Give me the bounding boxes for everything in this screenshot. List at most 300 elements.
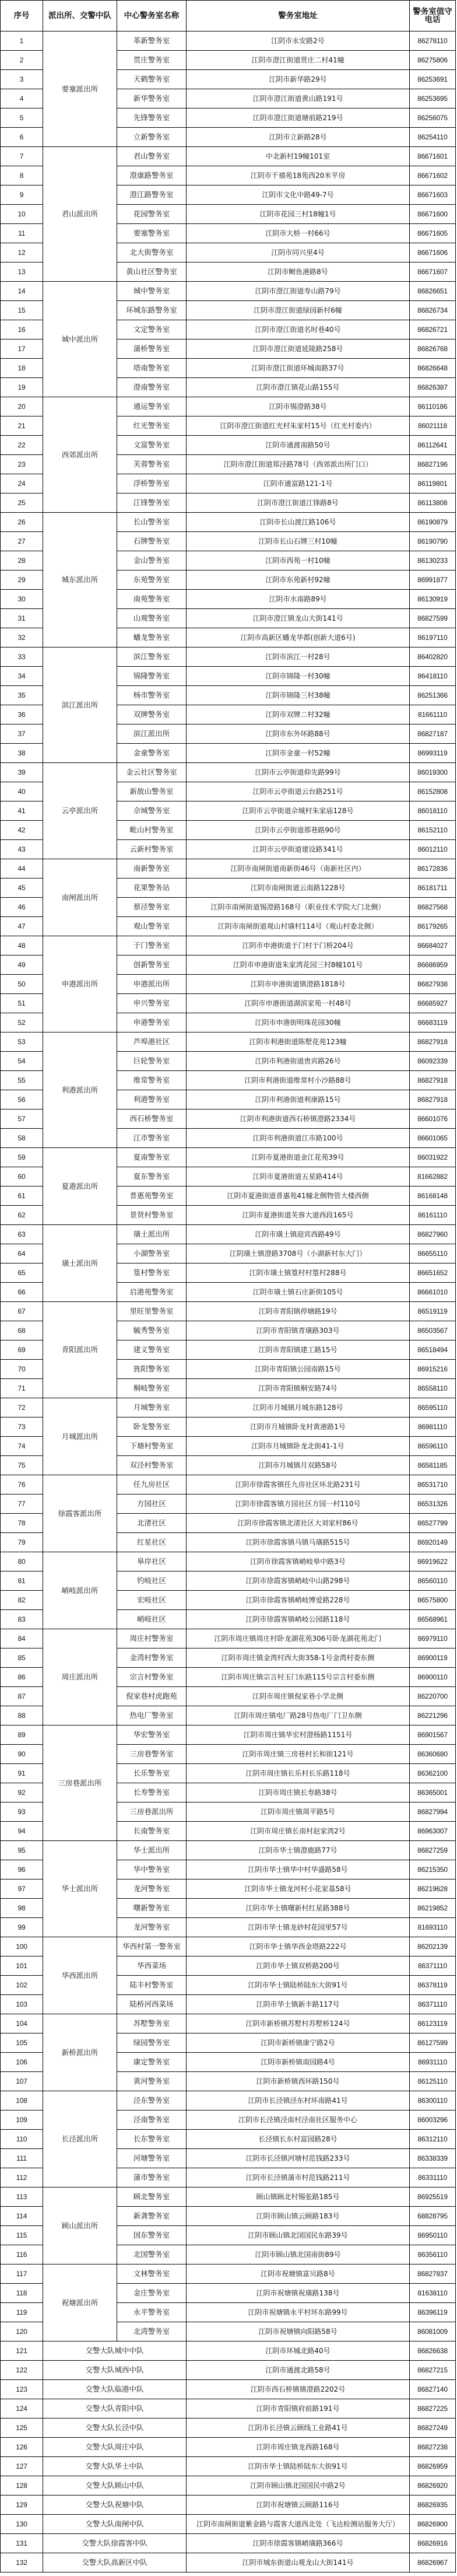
- office-phone: 86826920: [410, 2476, 456, 2496]
- office-address: 江阴市周庄镇宗言村玉门东路115号宗言村委东侧: [187, 1668, 410, 1687]
- station-name: 月城派出所: [43, 1398, 117, 1475]
- table-body: [1, 32, 456, 2572]
- office-name: 革新警务室: [117, 32, 187, 51]
- office-address: 江阴市月城镇卧龙北街41-1号: [187, 1437, 410, 1456]
- office-address: 江阴市环城北路40号: [187, 2342, 410, 2361]
- office-address: 江阴市云亭街道那巷路90号: [187, 821, 410, 840]
- office-phone: 86827215: [410, 2361, 456, 2380]
- row-number: 115: [1, 2226, 43, 2245]
- office-name: 花园警务室: [117, 205, 187, 224]
- row-number: 123: [1, 2380, 43, 2399]
- office-phone: 86110186: [410, 397, 456, 416]
- office-phone: 86595110: [410, 1398, 456, 1418]
- office-address: 江阴市长泾镇蒲市村范钱路211号: [187, 2168, 410, 2188]
- office-address: 江阴市锦隆一村30幢: [187, 667, 410, 686]
- row-number: 120: [1, 2322, 43, 2342]
- office-phone: 86021118: [410, 416, 456, 436]
- office-address: 江阴市华士镇双桥路200号: [187, 1957, 410, 1976]
- row-number: 61: [1, 1186, 43, 1206]
- row-number: 21: [1, 416, 43, 436]
- row-number: 126: [1, 2438, 43, 2457]
- row-number: 116: [1, 2245, 43, 2264]
- office-phone: 86685927: [410, 994, 456, 1013]
- row-number: 131: [1, 2534, 43, 2553]
- office-phone: 86900119: [410, 1648, 456, 1668]
- office-name: 文林警务室: [117, 2264, 187, 2284]
- office-address: 江阴市通富路121-1号: [187, 474, 410, 494]
- row-number: 8: [1, 166, 43, 186]
- station-name: 长泾派出所: [43, 2091, 117, 2188]
- office-name: 石牌警务室: [117, 532, 187, 551]
- office-name: 普惠苑警务室: [117, 1186, 187, 1206]
- office-name: 利港警务室: [117, 1090, 187, 1110]
- traffic-unit-name: 交警大队长泾中队: [43, 2418, 187, 2438]
- office-name: 澄康路警务室: [117, 166, 187, 186]
- office-phone: 86215350: [410, 1860, 456, 1880]
- office-phone: 86113808: [410, 494, 456, 513]
- traffic-unit-name: 交警大队城中中队: [43, 2342, 187, 2361]
- table-row-traffic: [1, 2457, 456, 2476]
- office-address: 江阴市璜土镇篁村村篁村288号: [187, 1264, 410, 1283]
- office-phone: 86331110: [410, 2168, 456, 2188]
- office-address: 江阴市锡澄路38号: [187, 397, 410, 416]
- office-address: 江阴市月城镇卧龙村黄港路1号: [187, 1418, 410, 1437]
- table-row: [1, 513, 456, 532]
- traffic-unit-name: 交警大队临港中队: [43, 2380, 187, 2399]
- office-name: 先锋警务室: [117, 108, 187, 128]
- station-name: 祝塘派出所: [43, 2264, 117, 2342]
- row-number: 107: [1, 2072, 43, 2091]
- office-name: 下塘村警务室: [117, 1437, 187, 1456]
- office-address: 江阴市澄江街道延陵路258号: [187, 340, 410, 359]
- office-phone: 86202139: [410, 1937, 456, 1957]
- office-phone: 86161110: [410, 1206, 456, 1225]
- office-address: 江阴市云亭街道建设路341号: [187, 840, 410, 859]
- office-name: 华西村第一警务室: [117, 1937, 187, 1957]
- row-number: 2: [1, 51, 43, 70]
- office-name: 申港派出所: [117, 975, 187, 994]
- table-row-traffic: [1, 2342, 456, 2361]
- office-name: 周庄村警务室: [117, 1629, 187, 1648]
- table-row-traffic: [1, 2553, 456, 2572]
- row-number: 47: [1, 917, 43, 936]
- office-address: 江阴市华士镇陆桥陆东大街91号: [187, 1976, 410, 1995]
- row-number: 121: [1, 2342, 43, 2361]
- station-name: 城东派出所: [43, 513, 117, 648]
- office-phone: 86130919: [410, 590, 456, 609]
- office-name: 河塘警务室: [117, 2149, 187, 2168]
- office-phone: 86671606: [410, 243, 456, 262]
- table-row: [1, 1475, 456, 1494]
- office-name: 长寿警务室: [117, 1783, 187, 1803]
- office-phone: 86190790: [410, 532, 456, 551]
- office-phone: 86827187: [410, 724, 456, 744]
- office-phone: 86826721: [410, 320, 456, 340]
- office-phone: 86901567: [410, 1726, 456, 1745]
- office-address: 江阴市云亭街道仰先路99号: [187, 763, 410, 782]
- table-row: [1, 282, 456, 301]
- row-number: 68: [1, 1321, 43, 1340]
- office-address: 江阴市千禧苑18苑西20米平房: [187, 166, 410, 186]
- table-row-traffic: [1, 2380, 456, 2399]
- station-name: 西郊派出所: [43, 397, 117, 513]
- row-number: 28: [1, 551, 43, 570]
- row-number: 93: [1, 1803, 43, 1822]
- row-number: 51: [1, 994, 43, 1013]
- office-phone: 86360680: [410, 1745, 456, 1764]
- row-number: 1: [1, 32, 43, 51]
- office-name: 卧龙警务室: [117, 1418, 187, 1437]
- station-name: 顾山派出所: [43, 2188, 117, 2264]
- office-name: 永平警务室: [117, 2303, 187, 2322]
- row-number: 54: [1, 1052, 43, 1071]
- office-address: 江阴市周庄镇长寿路38号: [187, 1783, 410, 1803]
- office-name: 申兴警务室: [117, 994, 187, 1013]
- office-phone: 86827918: [410, 1090, 456, 1110]
- office-address: 江阴市长山渡江路106号: [187, 513, 410, 532]
- row-number: 132: [1, 2553, 43, 2572]
- row-number: 19: [1, 378, 43, 397]
- office-address: 江阴市澄江街道江锋路8号: [187, 494, 410, 513]
- office-address: 江阴市周庄镇长南村赵家湾2号: [187, 1822, 410, 1841]
- office-phone: 86671607: [410, 262, 456, 282]
- row-number: 20: [1, 397, 43, 416]
- row-number: 16: [1, 320, 43, 340]
- office-address: 江阴市长泾镇泾南村泾南社区服务中心: [187, 2110, 410, 2130]
- office-address: 江阴市徐霞客镇马镇马璜路515号: [187, 1533, 410, 1552]
- office-name: 顾北警务室: [117, 2188, 187, 2207]
- traffic-unit-name: 交警大队华士中队: [43, 2457, 187, 2476]
- office-name: 黄河警务室: [117, 2072, 187, 2091]
- row-number: 36: [1, 705, 43, 724]
- office-phone: 86378119: [410, 1976, 456, 1995]
- traffic-unit-name: 交警大队周庄中队: [43, 2438, 187, 2457]
- row-number: 46: [1, 898, 43, 917]
- row-number: 38: [1, 744, 43, 763]
- office-address: 江阴市花园三村18幢1号: [187, 205, 410, 224]
- row-number: 128: [1, 2476, 43, 2496]
- office-address: 江阴市南闸街道紫金路与霞客大道西北处（飞达检测站服务大厅）: [187, 2515, 410, 2534]
- office-phone: 86827238: [410, 2438, 456, 2457]
- table-row-traffic: [1, 2418, 456, 2438]
- station-name: 要塞派出所: [43, 32, 117, 147]
- office-name: 要塞警务室: [117, 224, 187, 243]
- office-name: 城中警务室: [117, 282, 187, 301]
- office-name: 皋岸社区: [117, 1552, 187, 1572]
- office-address: 江阴市长山石牌三村10幢: [187, 532, 410, 551]
- office-address: 江阴市申港街道镇澄路1818号: [187, 975, 410, 994]
- table-row: [1, 397, 456, 416]
- office-address: 江阴市水南路89号: [187, 590, 410, 609]
- station-name: 徐霞客派出所: [43, 1475, 117, 1552]
- office-name: 江锋警务室: [117, 494, 187, 513]
- row-number: 112: [1, 2168, 43, 2188]
- station-name: 新桥派出所: [43, 2014, 117, 2091]
- office-name: 长南警务室: [117, 1822, 187, 1841]
- row-number: 22: [1, 436, 43, 455]
- row-number: 55: [1, 1071, 43, 1090]
- table-row: [1, 1937, 456, 1957]
- office-phone: 86531710: [410, 1475, 456, 1494]
- office-phone: 86130233: [410, 551, 456, 570]
- row-number: 82: [1, 1591, 43, 1610]
- office-name: 旌阳警务室: [117, 1360, 187, 1379]
- office-phone: 86683119: [410, 1013, 456, 1032]
- row-number: 52: [1, 1013, 43, 1032]
- row-number: 62: [1, 1206, 43, 1225]
- office-name: 南新警务室: [117, 859, 187, 878]
- row-number: 25: [1, 494, 43, 513]
- station-name: 南闸派出所: [43, 859, 117, 936]
- office-name: 建义警务室: [117, 1340, 187, 1360]
- office-name: 龙河警务室: [117, 1918, 187, 1937]
- row-number: 74: [1, 1437, 43, 1456]
- office-phone: 86827837: [410, 2264, 456, 2284]
- office-address: 江阴市周庄镇倪家巷小学北侧: [187, 1687, 410, 1706]
- office-phone: 86275806: [410, 51, 456, 70]
- office-phone: 86362100: [410, 1764, 456, 1783]
- office-phone: 86081009: [410, 2322, 456, 2342]
- office-phone: 86197110: [410, 628, 456, 648]
- header-address: 警务室地址: [187, 1, 410, 32]
- office-address: 江阴市顾山镇北国国民中路2号: [187, 2476, 410, 2496]
- office-phone: 86826638: [410, 2342, 456, 2361]
- office-address: 江阴市华士镇新丰路117号: [187, 1995, 410, 2014]
- office-address: 江阴市永安路2号: [187, 32, 410, 51]
- office-address: 江阴市西石桥镇镇澄路2202号: [187, 2380, 410, 2399]
- office-phone: 81662882: [410, 1167, 456, 1186]
- office-phone: 86826967: [410, 2553, 456, 2572]
- row-number: 63: [1, 1225, 43, 1244]
- office-address: 江阴市青阳镇停塘路19号: [187, 1302, 410, 1321]
- table-row: [1, 1225, 456, 1244]
- office-phone: 86575800: [410, 1591, 456, 1610]
- office-phone: 86220700: [410, 1687, 456, 1706]
- office-phone: 86123119: [410, 2014, 456, 2034]
- office-name: 红光警务室: [117, 416, 187, 436]
- office-address: 江阴市新华路29号: [187, 70, 410, 89]
- office-address: 江阴市璜土镇石庄新街105号: [187, 1283, 410, 1302]
- office-address: 江阴市夏港街道金江花苑39号: [187, 1148, 410, 1167]
- office-address: 江阴市夏港街道普惠苑41幢北侧物管大楼西侧: [187, 1186, 410, 1206]
- office-name: 维常警务室: [117, 1071, 187, 1090]
- office-address: 江阴市周庄镇三房巷村长和街121号: [187, 1745, 410, 1764]
- row-number: 43: [1, 840, 43, 859]
- office-phone: 86651652: [410, 1264, 456, 1283]
- row-number: 5: [1, 108, 43, 128]
- office-phone: 86827259: [410, 1841, 456, 1860]
- row-number: 102: [1, 1976, 43, 1995]
- office-address: 江阴市新桥镇康宁路2号: [187, 2034, 410, 2053]
- row-number: 12: [1, 243, 43, 262]
- station-name: 利港派出所: [43, 1032, 117, 1148]
- table-row: [1, 648, 456, 667]
- table-row: [1, 2014, 456, 2034]
- office-phone: 86190879: [410, 513, 456, 532]
- office-name: 南苑警务室: [117, 590, 187, 609]
- table-row: [1, 1032, 456, 1052]
- office-name: 启港苑警务室: [117, 1283, 187, 1302]
- office-phone: 86596110: [410, 1437, 456, 1456]
- office-address: 江阴市大桥一村66号: [187, 224, 410, 243]
- office-name: 金湾村警务室: [117, 1648, 187, 1668]
- row-number: 108: [1, 2091, 43, 2110]
- office-phone: 86172836: [410, 859, 456, 878]
- office-phone: 86338339: [410, 2149, 456, 2168]
- office-name: 新华警务室: [117, 89, 187, 108]
- office-phone: 86827918: [410, 1032, 456, 1052]
- office-name: 蒲桥警务室: [117, 340, 187, 359]
- office-address: 江阴市金童一村52幢: [187, 744, 410, 763]
- row-number: 84: [1, 1629, 43, 1648]
- row-number: 91: [1, 1764, 43, 1783]
- office-phone: 86221296: [410, 1706, 456, 1726]
- office-phone: 86979110: [410, 1629, 456, 1648]
- row-number: 10: [1, 205, 43, 224]
- station-name: 夏港派出所: [43, 1148, 117, 1225]
- row-number: 72: [1, 1398, 43, 1418]
- office-phone: 86371110: [410, 1995, 456, 2014]
- office-name: 宗言村警务室: [117, 1668, 187, 1687]
- office-name: 滨江警务室: [117, 648, 187, 667]
- office-phone: 86278110: [410, 32, 456, 51]
- row-number: 66: [1, 1283, 43, 1302]
- office-phone: 86251366: [410, 686, 456, 705]
- row-number: 85: [1, 1648, 43, 1668]
- row-number: 78: [1, 1514, 43, 1533]
- row-number: 118: [1, 2284, 43, 2303]
- office-name: 君山警务室: [117, 147, 187, 166]
- office-phone: 86253691: [410, 70, 456, 89]
- table-row-traffic: [1, 2534, 456, 2553]
- office-name: 观山警务室: [117, 917, 187, 936]
- header-phone: 警务室值守电话: [410, 1, 456, 32]
- row-number: 95: [1, 1841, 43, 1860]
- office-address: 江阴市祝塘镇向阳路58号: [187, 2322, 410, 2342]
- row-number: 18: [1, 359, 43, 378]
- office-address: 江阴市西苑一村10幢: [187, 551, 410, 570]
- office-address: 江阴市徐霞客镇峭岐博爱路228号: [187, 1591, 410, 1610]
- office-name: 苏墅警务室: [117, 2014, 187, 2034]
- office-address: 江阴市文化中路49-7号: [187, 186, 410, 205]
- table-row-traffic: [1, 2476, 456, 2496]
- office-address: 江阴市徐霞客镇任九房社区环北路231号: [187, 1475, 410, 1494]
- office-name: 佘城警务室: [117, 802, 187, 821]
- office-phone: 86671602: [410, 166, 456, 186]
- row-number: 27: [1, 532, 43, 551]
- station-name: 城中派出所: [43, 282, 117, 397]
- office-phone: 86560110: [410, 1572, 456, 1591]
- office-phone: 86671603: [410, 186, 456, 205]
- row-number: 57: [1, 1110, 43, 1129]
- office-name: 锦隆警务室: [117, 667, 187, 686]
- header-station: 派出所、交警中队: [43, 1, 117, 32]
- office-address: 江阴市利港街道江市路100号: [187, 1129, 410, 1148]
- traffic-unit-name: 交警大队高新区中队: [43, 2553, 187, 2572]
- office-name: 塔南警务室: [117, 359, 187, 378]
- office-phone: 86568961: [410, 1610, 456, 1629]
- office-phone: 86112641: [410, 436, 456, 455]
- row-number: 11: [1, 224, 43, 243]
- row-number: 127: [1, 2457, 43, 2476]
- office-phone: 86365001: [410, 1783, 456, 1803]
- row-number: 3: [1, 70, 43, 89]
- office-phone: 86827140: [410, 2380, 456, 2399]
- office-address: 江阴市祝塘镇永平村环东路99号: [187, 2303, 410, 2322]
- office-name: 江市警务室: [117, 1129, 187, 1148]
- office-phone: 86396119: [410, 2303, 456, 2322]
- office-name: 蒲市警务室: [117, 2168, 187, 2188]
- office-name: 天鹤警务室: [117, 70, 187, 89]
- office-name: 景贤村警务室: [117, 1206, 187, 1225]
- row-number: 110: [1, 2130, 43, 2149]
- office-name: 蟠龙警务室: [117, 628, 187, 648]
- office-phone: 86950110: [410, 2226, 456, 2245]
- office-address: 江阴市新桥镇南园路4号: [187, 2053, 410, 2072]
- office-address: 江阴市澄江街道黄山路191号: [187, 89, 410, 108]
- office-address: 江阴市通渡北路58号: [187, 2361, 410, 2380]
- office-phone: 86253695: [410, 89, 456, 108]
- office-phone: 86826734: [410, 301, 456, 320]
- office-name: 芙蓉警务室: [117, 455, 187, 474]
- office-address: 江阴市新桥镇西环路150号: [187, 2072, 410, 2091]
- office-phone: 86963007: [410, 1822, 456, 1841]
- office-address: 江阴市城东街道山观龙山大街141号: [187, 2553, 410, 2572]
- row-number: 77: [1, 1494, 43, 1514]
- office-address: 江阴市立新路28号: [187, 128, 410, 147]
- office-name: 毗山村警务室: [117, 821, 187, 840]
- row-number: 129: [1, 2496, 43, 2515]
- office-address: 江阴市澄江街道塘前路219号: [187, 108, 410, 128]
- office-phone: 86179265: [410, 917, 456, 936]
- office-address: 江阴市澄江街道绿园新村6幢: [187, 301, 410, 320]
- office-name: 华宏警务室: [117, 1726, 187, 1745]
- office-address: 江阴市同兴里4号: [187, 243, 410, 262]
- office-phone: 86920149: [410, 1533, 456, 1552]
- office-name: 杨市警务室: [117, 686, 187, 705]
- office-name: 龙河警务室: [117, 1880, 187, 1899]
- office-address: 江阴市周庄镇龙西路168号: [187, 2438, 410, 2457]
- traffic-unit-name: 交警大队祝塘中队: [43, 2496, 187, 2515]
- office-name: 泾南警务室: [117, 2110, 187, 2130]
- office-address: 江阴市华士镇曙新村红星路388号: [187, 1899, 410, 1918]
- office-address: 江阴市周庄镇长乐村长乐路118号: [187, 1764, 410, 1783]
- table-row: [1, 147, 456, 166]
- office-name: 新龚警务室: [117, 2207, 187, 2226]
- row-number: 6: [1, 128, 43, 147]
- office-address: 江阴市鲥鱼港路8号: [187, 262, 410, 282]
- row-number: 67: [1, 1302, 43, 1321]
- office-name: 蔡泾警务室: [117, 898, 187, 917]
- office-name: 方园社区: [117, 1494, 187, 1514]
- office-address: 江阴市青阳镇青璜路303号: [187, 1321, 410, 1340]
- row-number: 94: [1, 1822, 43, 1841]
- row-number: 119: [1, 2303, 43, 2322]
- office-address: 江阴市通渡南路50号: [187, 436, 410, 455]
- office-name: 新敔山警务室: [117, 782, 187, 802]
- table-header-row: [1, 1, 456, 32]
- station-name: 云亭派出所: [43, 763, 117, 859]
- office-phone: 86402820: [410, 648, 456, 667]
- office-phone: 86981110: [410, 1418, 456, 1437]
- office-address: 江阴市云亭街道云台路251号: [187, 782, 410, 802]
- office-phone: 86826768: [410, 340, 456, 359]
- row-number: 122: [1, 2361, 43, 2380]
- office-phone: 86312110: [410, 2130, 456, 2149]
- office-phone: 86527799: [410, 1514, 456, 1533]
- office-address: 江阴市利港街道西石桥镇澄路2334号: [187, 1110, 410, 1129]
- office-name: 浮桥警务室: [117, 474, 187, 494]
